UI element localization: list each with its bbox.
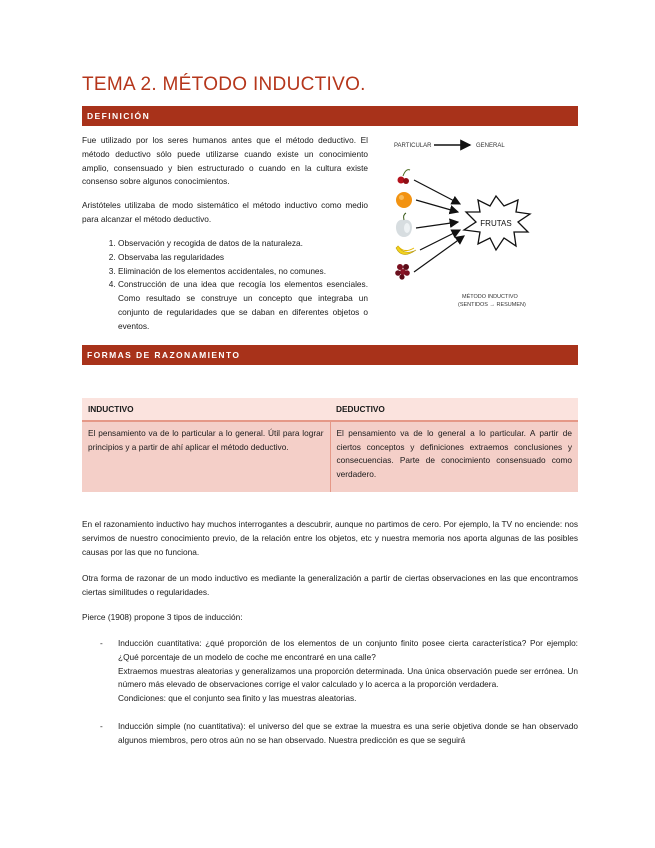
grapes-icon [395, 264, 410, 280]
bullet-simple-induction [100, 720, 578, 748]
bullet-1-line-2: Extraemos muestras aleatorias y generalizamos una proporción determinada. Una única observación puede ser errónea. Un número más elevado de observaciones corrige el valor calculado y lo acerca a la proporción verdadera. [118, 665, 578, 690]
definition-paragraph-1: Fue utilizado por los seres humanos antes que el método deductivo. El método deductivo sólo puede utilizarse cuando existe un conocimiento amplio, consensuado y bien estructurado o cuando en la cultura existe consenso sobre algunos conocimientos. [82, 135, 368, 187]
arrow-cherries [414, 180, 460, 204]
step-item: 4. Construcción de una idea que recogía los elementos esenciales. Como resultado se construye un concepto que integraba un conjunto de regularidades que se daban en diferentes objetos o eventos. [118, 278, 368, 333]
section-header-definition: DEFINICIÓN [82, 106, 578, 126]
bullet-1-line-3: Condiciones: que el conjunto sea finito y las muestras aleatorias. [118, 693, 357, 704]
inductive-header: INDUCTIVO [82, 398, 330, 421]
step-item: 3. Eliminación de los elementos accidentales, no comunes. [118, 265, 368, 279]
diagram-caption-line-1: MÉTODO INDUCTIVO [462, 294, 518, 300]
deductive-header: DEDUCTIVO [330, 398, 578, 421]
arrow-grapes [414, 236, 464, 272]
deductive-cell: El pensamiento va de lo general a lo particular. A partir de ciertos conceptos y definiciones extraemos conclusiones y consecuencias. Parte de conocimiento consensuado como verdadero. [330, 421, 578, 492]
step-item: 1. Observación y recogida de datos de la naturaleza. [118, 237, 368, 251]
frutas-label: FRUTAS [480, 219, 512, 228]
inductive-method-diagram [392, 134, 578, 320]
cherries-icon [398, 170, 411, 184]
section-header-reasoning: FORMAS DE RAZONAMIENTO [82, 345, 578, 365]
steps-list [82, 237, 368, 334]
body-paragraph-2: Otra forma de razonar de un modo inductivo es mediante la generalización a partir de ciertas observaciones en las que encontramos ciertas similitudes o regularidades. [82, 573, 578, 597]
bullet-quantitative-induction [100, 637, 578, 706]
inductive-cell: El pensamiento va de lo particular a lo general. Útil para lograr principios y a partir de ahí aplicar el método deductivo. [82, 421, 330, 492]
particular-label: PARTICULAR [394, 143, 432, 149]
body-paragraph-3: Pierce (1908) propone 3 tipos de inducción: [82, 612, 243, 622]
comparison-table [82, 398, 578, 492]
body-paragraph-1: En el razonamiento inductivo hay muchos interrogantes a descubrir, aunque no partimos de cero. Por ejemplo, la TV no enciende: nos servimos de nuestro conocimiento previo, de la relación entre los objetos, etc y nuestra memoria nos aporta algunas de las posibles causas por las que no funciona. [82, 519, 578, 557]
page-title: TEMA 2. MÉTODO INDUCTIVO. [82, 74, 366, 95]
arrow-orange [416, 200, 458, 212]
definition-paragraph-2: Aristóteles utilizaba de modo sistemático el método inductivo como medio para alcanzar el método deductivo. [82, 200, 368, 224]
orange-icon [396, 192, 412, 208]
general-label: GENERAL [476, 143, 505, 149]
diagram-caption-line-2: (SENTIDOS → RESUMEN) [458, 302, 526, 308]
step-item: 2. Observaba las regularidades [118, 251, 368, 265]
bullet-2-text: Inducción simple (no cuantitativa): el universo del que se extrae la muestra es una serie objetiva donde se han observado algunos miembros, pero otros aún no se han observado. Nuestra predicción es que se seguirá [118, 721, 578, 745]
arrow-banana [420, 230, 460, 250]
bullet-marker: - [100, 721, 103, 731]
apple-icon [396, 213, 412, 237]
arrow-apple [416, 222, 458, 228]
banana-icon [396, 246, 416, 255]
bullet-1-line-1: Inducción cuantitativa: ¿qué proporción de los elementos de un conjunto finito posee cierta característica? Por ejemplo: ¿Qué porcentaje de un modelo de coche me encontraré en una calle? [118, 638, 578, 662]
bullet-marker: - [100, 638, 103, 648]
